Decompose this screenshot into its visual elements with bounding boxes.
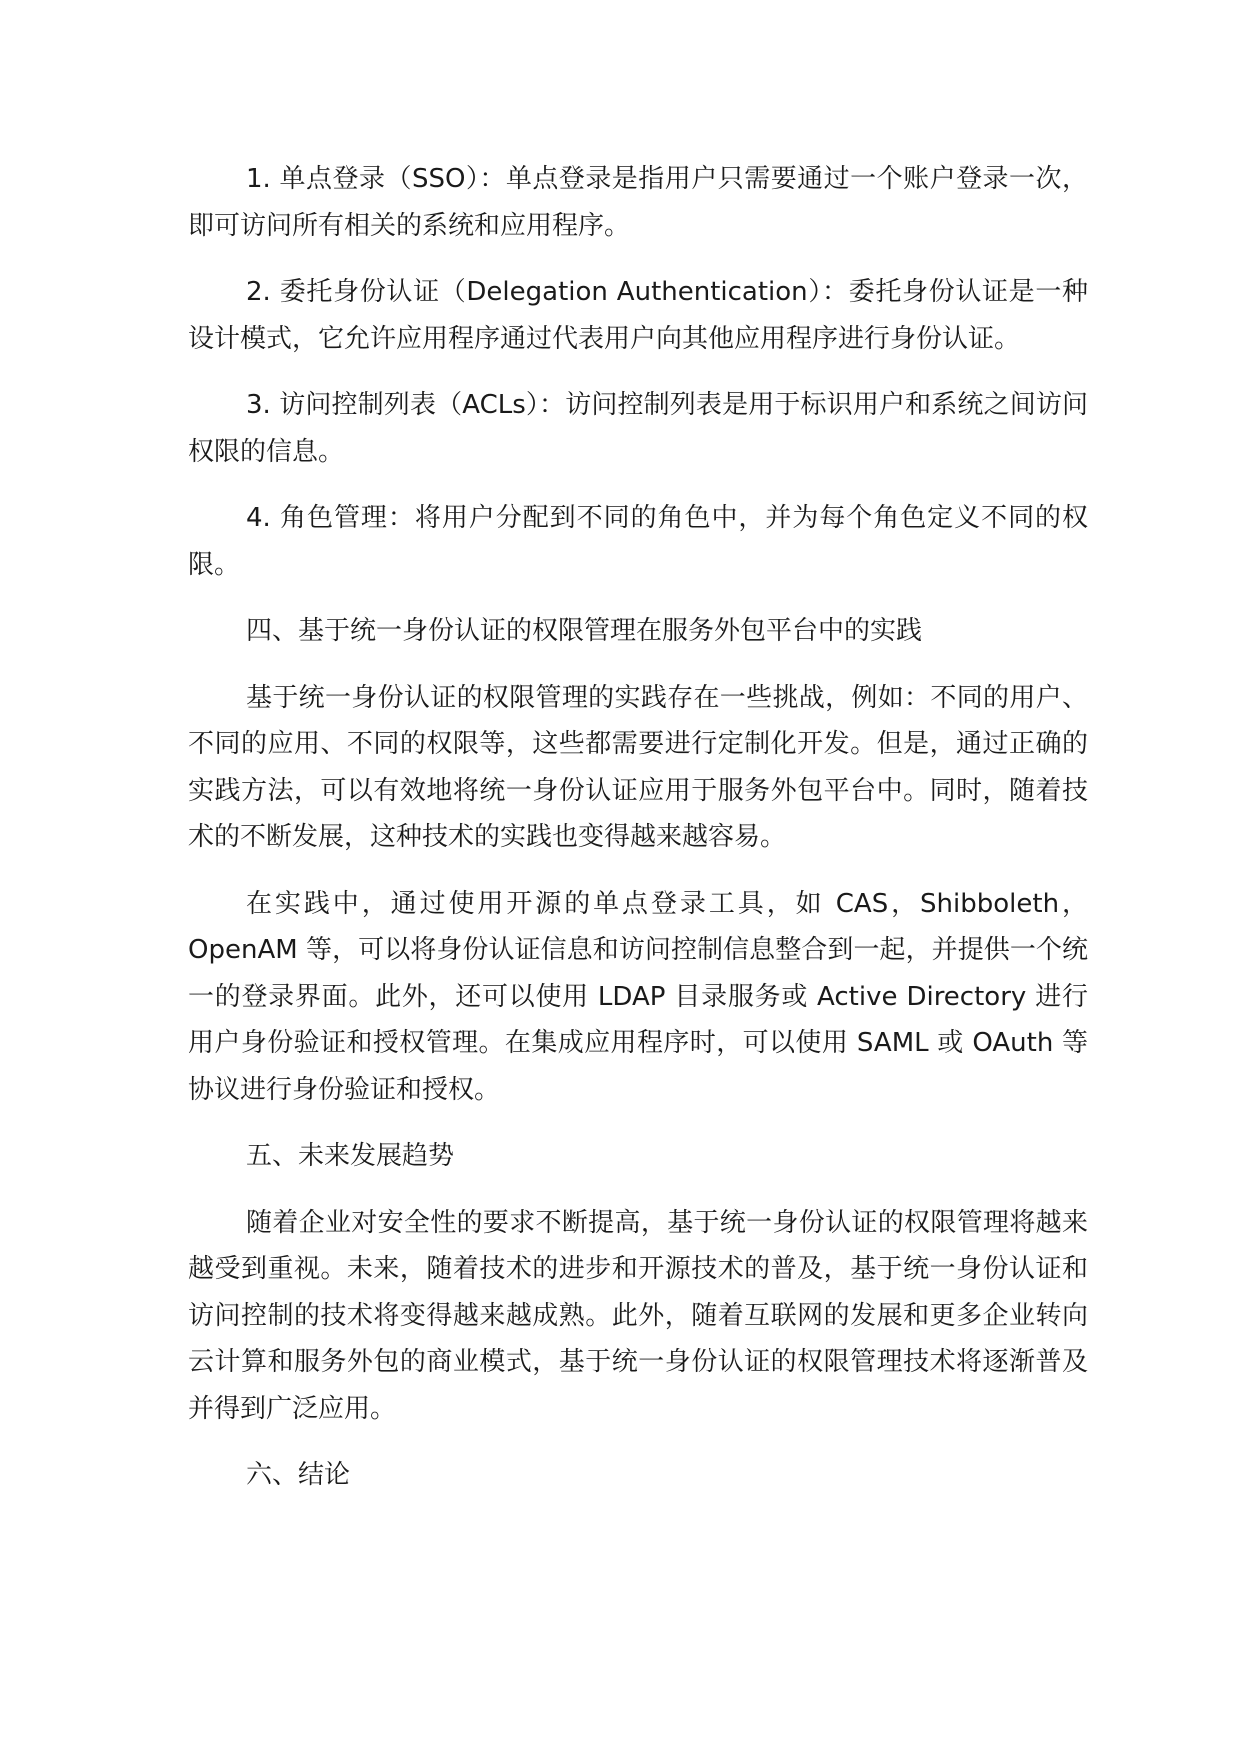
document-body: [188, 156, 1088, 1519]
body-paragraph-trends: 随着企业对安全性的要求不断提高，基于统一身份认证的权限管理将越来越受到重视。未来，随着技术的进步和开源技术的普及，基于统一身份认证和访问控制的技术将变得越来越成熟。此外，随着互联网的发展和更多企业转向云计算和服务外包的商业模式，基于统一身份认证的权限管理技术将逐渐普及并得到广泛应用。: [188, 1207, 1088, 1424]
body-paragraph-tools: 在实践中，通过使用开源的单点登录工具，如 CAS，Shibboleth，OpenAM 等，可以将身份认证信息和访问控制信息整合到一起，并提供一个统一的登录界面。此外，还可以使用 LDAP 目录服务或 Active Directory 进行用户身份验证和授权管理。在集成应用程序时，可以使用 SAML 或 OAuth 等协议进行身份验证和授权。: [188, 888, 1088, 1105]
section-heading-conclusion: 六、结论: [246, 1460, 351, 1490]
list-item-role-management: 4. 角色管理：将用户分配到不同的角色中，并为每个角色定义不同的权限。: [188, 503, 1088, 580]
section-heading-trends: 五、未来发展趋势: [246, 1141, 455, 1171]
list-item-sso: 1. 单点登录（SSO）：单点登录是指用户只需要通过一个账户登录一次，即可访问所有相关的系统和应用程序。: [188, 164, 1088, 241]
section-heading-practice: 四、基于统一身份认证的权限管理在服务外包平台中的实践: [246, 616, 923, 646]
list-item-acls: 3. 访问控制列表（ACLs）：访问控制列表是用于标识用户和系统之间访问权限的信息。: [188, 390, 1088, 467]
body-paragraph-challenges: 基于统一身份认证的权限管理的实践存在一些挑战，例如：不同的用户、不同的应用、不同的权限等，这些都需要进行定制化开发。但是，通过正确的实践方法，可以有效地将统一身份认证应用于服务外包平台中。同时，随着技术的不断发展，这种技术的实践也变得越来越容易。: [188, 682, 1088, 852]
list-item-delegation-auth: 2. 委托身份认证（Delegation Authentication）：委托身份认证是一种设计模式，它允许应用程序通过代表用户向其他应用程序进行身份认证。: [188, 277, 1088, 354]
